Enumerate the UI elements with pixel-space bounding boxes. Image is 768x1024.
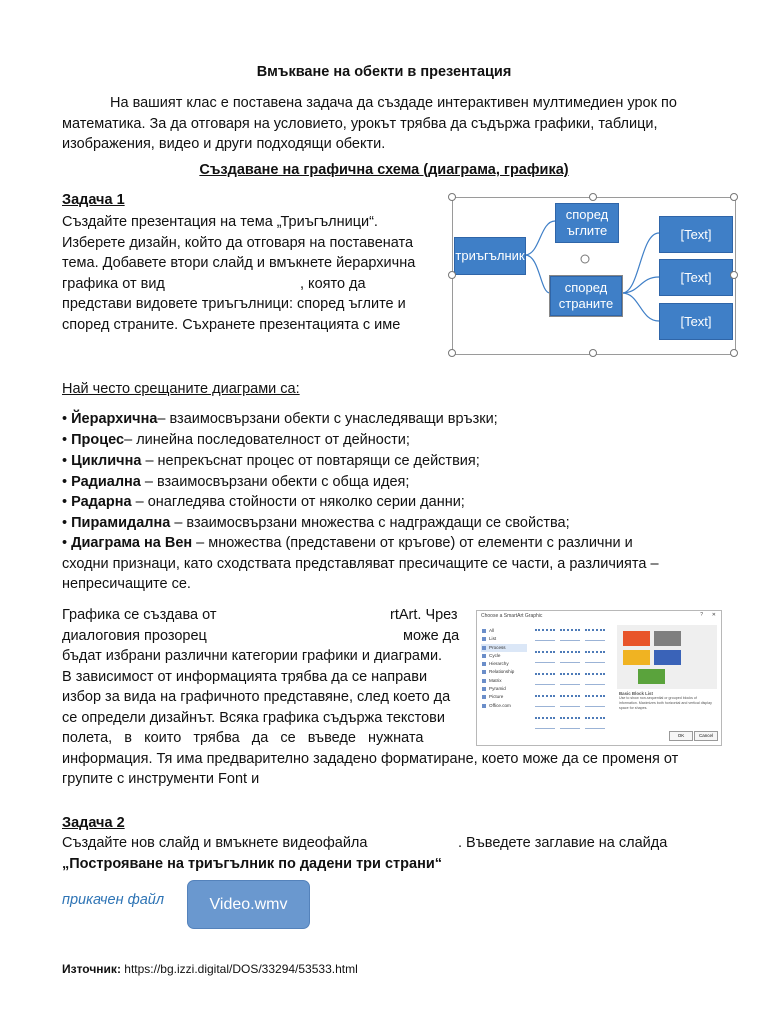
smartart-tail-1: информация. Тя има предварително зададено форматиране, което може да се променя от: [62, 750, 679, 767]
layout-thumb: [535, 629, 555, 641]
leaf-node-2-label: [Text]: [680, 269, 712, 285]
branch-sides-line-1: според: [564, 280, 608, 295]
smartart-line-2a: диалоговия прозорец: [62, 627, 207, 644]
resize-handle-ne[interactable]: [730, 193, 738, 201]
task1-line-3: тема. Добавете втори слайд и вмъкнете йерархична: [62, 255, 416, 271]
layout-thumb: [560, 717, 580, 729]
leaf-node-2[interactable]: [659, 259, 733, 296]
layout-thumb: [535, 717, 555, 729]
branch-node-sides[interactable]: [550, 276, 622, 316]
smartart-tail-2: групите с инструменти Font и: [62, 771, 260, 787]
dialog-description: [619, 691, 715, 711]
smartart-line-2b: може да: [403, 627, 460, 644]
intro-line-3: изображения, видео и други подходящи обекти.: [62, 136, 386, 152]
source-url[interactable]: https://bg.izzi.digital/DOS/33294/53533.html: [124, 962, 358, 976]
category-item: Picture: [481, 693, 527, 701]
venn-continuation-1: сходни признаци, като сходствата представляват пресичащите се части, а различията –: [62, 555, 659, 572]
layout-thumb: [535, 673, 555, 685]
diagram-item: • Йерархична– взаимосвързани обекти с унаследяващи връзки;: [62, 411, 498, 427]
layout-thumb: [560, 695, 580, 707]
leaf-node-3-label: [Text]: [680, 313, 712, 329]
diagram-desc: – взаимосвързани множества с надграждащи се свойства;: [170, 514, 570, 531]
layout-thumb: [560, 651, 580, 663]
smartart-line-7: полета, в които трябва да се въведе нужната: [62, 730, 424, 746]
close-icon: ✕: [711, 612, 716, 618]
layout-thumb: [535, 651, 555, 663]
diagram-item: • Пирамидална – взаимосвързани множества с надграждащи се свойства;: [62, 514, 570, 531]
smartart-line-1b: rtArt. Чрез: [390, 607, 458, 623]
preview-block: [623, 650, 650, 665]
task1-line-2: Изберете дизайн, който да отговаря на поставената: [62, 234, 414, 251]
task1-heading: Задача 1: [62, 192, 125, 208]
dialog-category-list: [481, 627, 527, 710]
diagram-item: • Диаграма на Вен – множества (представени от кръгове) от елементи с различни и: [62, 535, 633, 551]
diagram-desc: – онагледява стойности от няколко серии данни;: [131, 494, 465, 510]
branch-angles-line-2: ъглите: [566, 223, 608, 238]
task1-line-6: според страните. Съхранете презентацията с име: [62, 316, 401, 333]
smartart-line-5: избор за вида на графичното представяне, след което да: [62, 689, 451, 705]
diagram-item: • Радарна – онагледява стойности от няколко серии данни;: [62, 494, 465, 510]
section-subtitle: Създаване на графична схема (диаграма, графика): [199, 162, 569, 178]
task2-slide-title: „Построяване на триъгълник по дадени три страни“: [62, 855, 442, 872]
resize-handle-nw[interactable]: [448, 193, 456, 201]
category-item: Office.com: [481, 702, 527, 710]
root-node-label: триъгълник: [455, 248, 525, 263]
category-item: All: [481, 627, 527, 635]
branch-angles-line-1: според: [565, 207, 609, 222]
source-label: Източник:: [62, 962, 121, 976]
document-title: Вмъкване на обекти в презентация: [256, 64, 512, 80]
source-line: [62, 962, 358, 976]
diagram-desc: – множества (представени от кръгове) от елементи с различни и: [192, 535, 633, 551]
diagram-name: Пирамидална: [71, 514, 171, 531]
layout-thumb: [535, 695, 555, 707]
diagram-desc: – непрекъснат процес от повтарящи се действия;: [141, 453, 480, 469]
intro-line-1: На вашият клас е поставена задача да създаде интерактивен мултимедиен урок по: [110, 95, 677, 111]
diagram-item: • Процес– линейна последователност от дейности;: [62, 432, 410, 448]
smartart-line-6: се определи дизайнът. Всяка графика съдържа текстови: [62, 709, 445, 726]
category-item: Matrix: [481, 677, 527, 685]
diagram-name: Радарна: [71, 494, 132, 510]
smartart-line-4: В зависимост от информацията трябва да се направи: [62, 668, 428, 685]
leaf-node-1[interactable]: [659, 216, 733, 253]
category-item: Pyramid: [481, 685, 527, 693]
layout-thumb: [585, 673, 605, 685]
task2-line-1a: Създайте нов слайд и вмъкнете видеофайла: [62, 835, 368, 851]
layout-thumb: [585, 651, 605, 663]
category-item: List: [481, 635, 527, 643]
description-text: Use to show non-sequential or grouped blocks of information. Maximizes both horizontal and vertical display space for shapes.: [619, 696, 712, 710]
layout-thumb: [585, 695, 605, 707]
task1-line-4a: графика от вид: [62, 275, 165, 292]
diagram-name: Радиална: [71, 473, 141, 490]
resize-handle-se[interactable]: [730, 349, 738, 357]
branch-node-angles[interactable]: [555, 203, 619, 243]
task1-line-1: Създайте презентация на тема „Триъгълници“.: [62, 214, 378, 230]
resize-handle-n[interactable]: [589, 193, 597, 201]
diagram-item: • Циклична – непрекъснат процес от повтарящи се действия;: [62, 453, 480, 469]
category-item: Process: [481, 644, 527, 652]
resize-handle-sw[interactable]: [448, 349, 456, 357]
task1-line-5: представи видовете триъгълници: според ъглите и: [62, 296, 406, 312]
resize-handle-e[interactable]: [730, 271, 738, 279]
attachment-label: прикачен файл: [62, 892, 165, 908]
smartart-line-3: бъдат избрани различни категории графики и диаграми.: [62, 648, 443, 664]
diagram-desc: – взаимосвързани обекти с унаследяващи връзки;: [157, 411, 498, 427]
resize-handle-w[interactable]: [448, 271, 456, 279]
hierarchy-graphic[interactable]: [452, 197, 736, 355]
category-item: Cycle: [481, 652, 527, 660]
root-node[interactable]: [454, 237, 526, 275]
dialog-layout-grid: [533, 627, 611, 739]
intro-line-2: математика. За да отговаря на условието, урокът трябва да съдържа графики, таблици,: [62, 115, 658, 132]
dialog-ok-button: OK: [669, 731, 693, 741]
layout-thumb: [560, 629, 580, 641]
description-title: Basic Block List: [619, 691, 653, 696]
task2-heading: Задача 2: [62, 815, 125, 831]
branch-sides-line-2: страните: [558, 296, 614, 311]
preview-block: [654, 631, 681, 646]
diagram-name: Диаграма на Вен: [71, 535, 193, 551]
category-item: Hierarchy: [481, 660, 527, 668]
layout-thumb: [560, 673, 580, 685]
layout-thumb: [585, 629, 605, 641]
layout-thumb: [585, 717, 605, 729]
preview-block: [638, 669, 665, 684]
dialog-cancel-button: Cancel: [694, 731, 718, 741]
diagram-name: Циклична: [71, 453, 142, 469]
diagram-name: Процес: [71, 432, 125, 448]
venn-continuation-2: непресичащите се.: [62, 576, 191, 592]
diagram-desc: – линейна последователност от дейности;: [124, 432, 410, 448]
task1-line-4b: , която да: [300, 275, 366, 292]
preview-block: [654, 650, 681, 665]
diagram-desc: – взаимосвързани обекти с обща идея;: [140, 473, 410, 490]
task2-line-1b: . Въведете заглавие на слайда: [458, 835, 668, 851]
resize-handle-s[interactable]: [589, 349, 597, 357]
diagrams-heading: Най често срещаните диаграми са:: [62, 381, 300, 397]
preview-block: [623, 631, 650, 646]
dialog-preview: [617, 625, 717, 689]
diagram-item: • Радиална – взаимосвързани обекти с обща идея;: [62, 473, 410, 490]
video-file-button[interactable]: Video.wmv: [187, 880, 310, 929]
category-item: Relationship: [481, 668, 527, 676]
leaf-node-3[interactable]: [659, 303, 733, 340]
dialog-title: Choose a SmartArt Graphic: [481, 613, 543, 619]
help-icon: ?: [700, 612, 703, 618]
dialog-titlebar: [477, 611, 721, 621]
diagram-name: Йерархична: [71, 411, 158, 427]
smartart-dialog-screenshot: [476, 610, 722, 746]
leaf-node-1-label: [Text]: [680, 226, 712, 242]
smartart-line-1a: Графика се създава от: [62, 607, 217, 623]
